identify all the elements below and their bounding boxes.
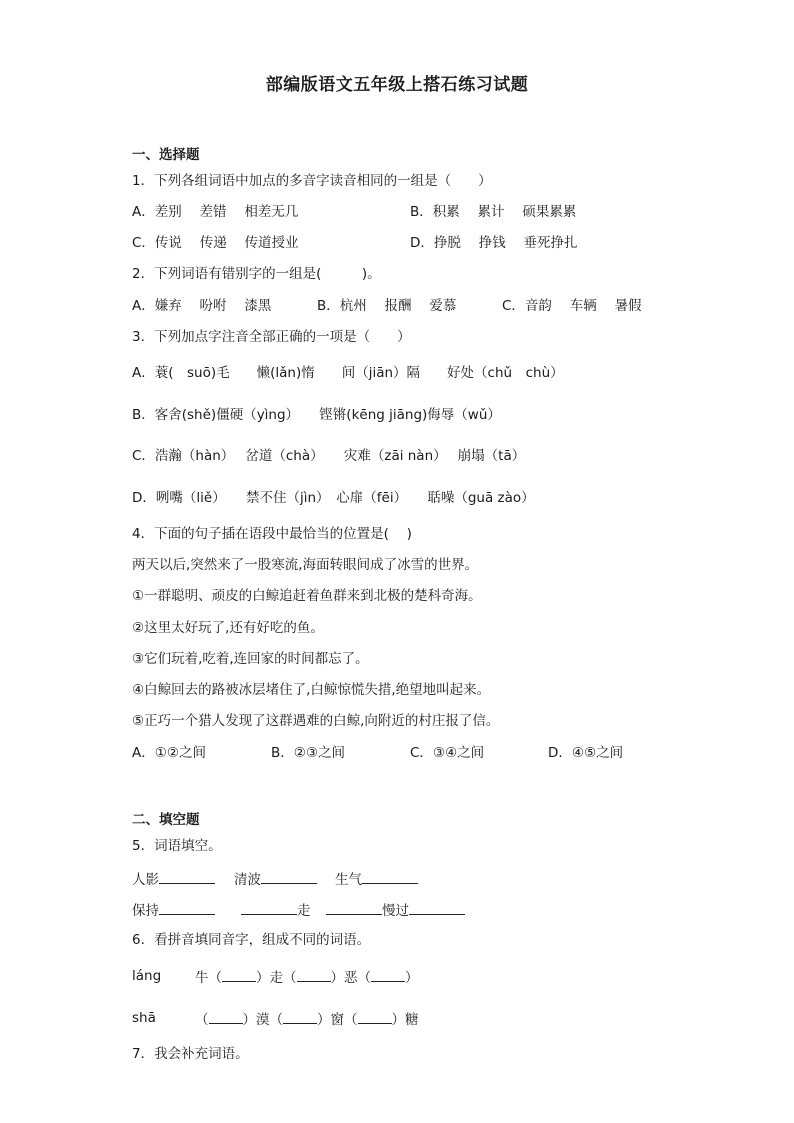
row-text: ）恶（	[330, 970, 371, 986]
question-3-option-d: D．咧嘴（liě） 禁不住（jìn） 心扉（fēi） 聒噪（guā zào）	[132, 490, 535, 506]
passage-line: ④白鲸回去的路被冰层堵住了,白鲸惊慌失措,绝望地叫起来。	[132, 682, 491, 698]
question-1-stem: 1．下列各组词语中加点的多音字读音相同的一组是（ ）	[132, 173, 492, 189]
fill-word: 生气	[335, 872, 362, 888]
answer-blank[interactable]	[409, 900, 465, 915]
fill-item	[234, 869, 317, 889]
question-4-option-c: C．③④之间	[410, 745, 485, 761]
answer-blank[interactable]	[241, 900, 297, 915]
fill-item	[326, 900, 465, 920]
section-heading-choice: 一、选择题	[132, 147, 200, 163]
answer-blank[interactable]	[362, 869, 418, 884]
question-2-stem: 2．下列词语有错别字的一组是( )。	[132, 266, 381, 282]
row-text: ）	[405, 970, 419, 986]
homophone-row	[195, 1009, 419, 1029]
question-2-option-b: B．杭州 报酬 爱慕	[317, 298, 457, 314]
homophone-row	[195, 967, 419, 987]
answer-blank[interactable]	[326, 900, 382, 915]
question-2-option-c: C．音韵 车辆 暑假	[502, 298, 642, 314]
question-7-stem: 7．我会补充词语。	[132, 1046, 249, 1062]
question-4-option-a: A．①②之间	[132, 745, 206, 761]
passage-line: ②这里太好玩了,还有好吃的鱼。	[132, 620, 324, 636]
fill-word: 清波	[234, 872, 261, 888]
answer-blank[interactable]	[159, 900, 215, 915]
fill-item	[335, 869, 418, 889]
fill-word: 慢过	[382, 903, 409, 919]
answer-blank[interactable]	[261, 869, 317, 884]
question-2-option-a: A．嫌弃 吩咐 漆黑	[132, 298, 272, 314]
answer-blank[interactable]	[222, 967, 256, 982]
question-4-stem: 4．下面的句子插在语段中最恰当的位置是( )	[132, 526, 412, 542]
passage-line: ⑤正巧一个猎人发现了这群遇难的白鲸,向附近的村庄报了信。	[132, 713, 500, 729]
section-heading-fill: 二、填空题	[132, 812, 200, 828]
row-text: 牛（	[195, 970, 222, 986]
row-text: ）糖	[391, 1012, 419, 1028]
fill-item	[132, 900, 215, 920]
passage-line: 两天以后,突然来了一股寒流,海面转眼间成了冰雪的世界。	[132, 557, 479, 573]
question-6-stem: 6．看拼音填同音字，组成不同的词语。	[132, 932, 371, 948]
fill-word: 人影	[132, 872, 159, 888]
answer-blank[interactable]	[209, 1009, 243, 1024]
fill-item	[132, 869, 215, 889]
question-3-option-a: A．蓑( suō)毛 懒(lǎn)惰 间（jiān）隔 好处（chǔ chù）	[132, 365, 564, 381]
fill-item	[241, 900, 311, 920]
answer-blank[interactable]	[159, 869, 215, 884]
row-text: （	[195, 1012, 209, 1028]
row-text: ）窗（	[317, 1012, 358, 1028]
answer-blank[interactable]	[358, 1009, 392, 1024]
question-5-stem: 5．词语填空。	[132, 838, 222, 854]
question-1-option-b: B．积累 累计 硕果累累	[410, 204, 577, 220]
question-3-option-c: C．浩瀚（hàn） 岔道（chà） 灾难（zāi nàn） 崩塌（tā）	[132, 448, 526, 464]
passage-line: ③它们玩着,吃着,连回家的时间都忘了。	[132, 651, 369, 667]
fill-word: 保持	[132, 903, 159, 919]
question-4-option-b: B．②③之间	[271, 745, 345, 761]
question-1-option-d: D．挣脱 挣钱 垂死挣扎	[410, 235, 578, 251]
pinyin-label: shā	[132, 1010, 156, 1026]
answer-blank[interactable]	[283, 1009, 317, 1024]
fill-word: 走	[297, 903, 311, 919]
question-1-option-a: A．差别 差错 相差无几	[132, 204, 299, 220]
answer-blank[interactable]	[297, 967, 331, 982]
question-1-option-c: C．传说 传递 传道授业	[132, 235, 299, 251]
question-4-option-d: D．④⑤之间	[548, 745, 624, 761]
page-title: 部编版语文五年级上搭石练习试题	[265, 75, 529, 95]
question-3-option-b: B．客舍(shě)僵硬（yìng） 铿锵(kēng jiāng)侮辱（wǔ）	[132, 407, 501, 423]
answer-blank[interactable]	[371, 967, 405, 982]
row-text: ）走（	[256, 970, 297, 986]
question-3-stem: 3．下列加点字注音全部正确的一项是（ ）	[132, 329, 411, 345]
pinyin-label: láng	[132, 968, 162, 984]
row-text: ）漠（	[242, 1012, 283, 1028]
passage-line: ①一群聪明、顽皮的白鲸追赶着鱼群来到北极的楚科奇海。	[132, 588, 482, 604]
